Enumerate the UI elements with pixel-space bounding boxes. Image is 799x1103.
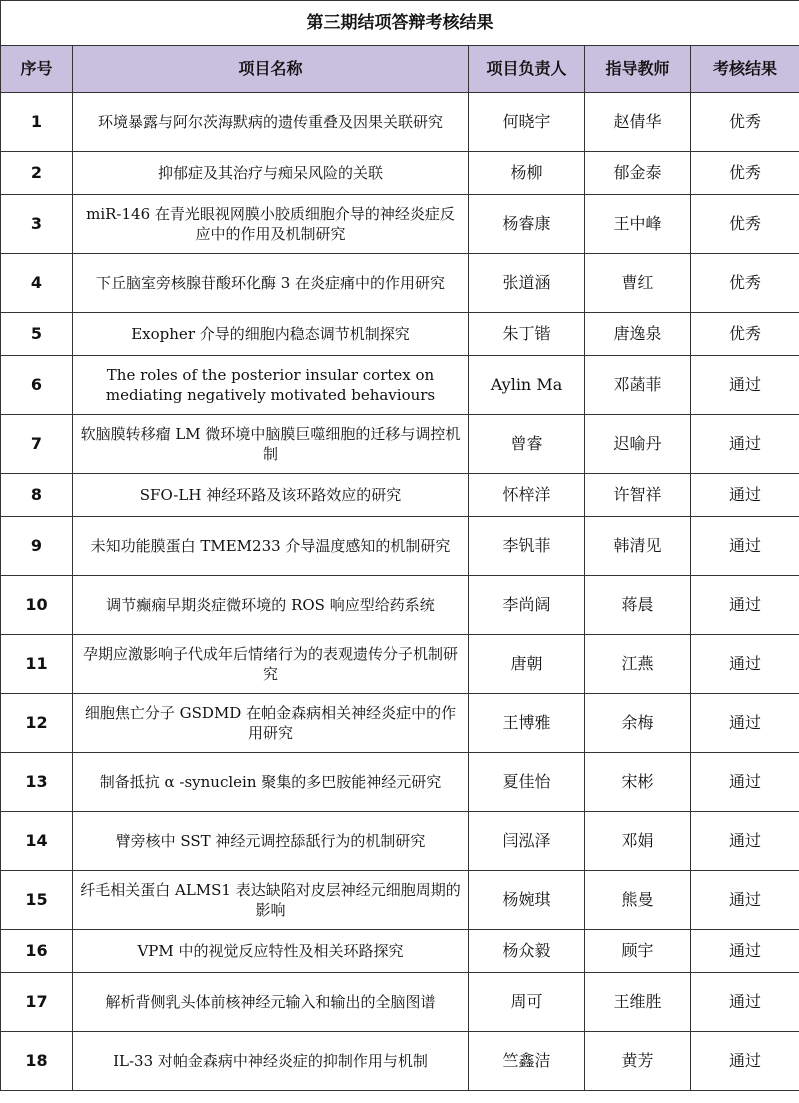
row-index: 10: [1, 576, 73, 635]
table-row: [1, 517, 799, 576]
assessment-result: 通过: [691, 1032, 799, 1091]
project-name: 环境暴露与阿尔茨海默病的遗传重叠及因果关联研究: [73, 93, 469, 152]
table-row: [1, 973, 799, 1032]
advisor-name: 郁金泰: [585, 152, 691, 195]
table-row: [1, 356, 799, 415]
row-index: 13: [1, 753, 73, 812]
project-leader: 杨众毅: [469, 930, 585, 973]
row-index: 7: [1, 415, 73, 474]
project-name: SFO-LH 神经环路及该环路效应的研究: [73, 474, 469, 517]
project-name: 纤毛相关蛋白 ALMS1 表达缺陷对皮层神经元细胞周期的影响: [73, 871, 469, 930]
header-index: 序号: [1, 46, 73, 93]
project-name: 制备抵抗 α -synuclein 聚集的多巴胺能神经元研究: [73, 753, 469, 812]
table-row: [1, 930, 799, 973]
assessment-result: 通过: [691, 474, 799, 517]
table-row: [1, 313, 799, 356]
project-name: 抑郁症及其治疗与痴呆风险的关联: [73, 152, 469, 195]
advisor-name: 江燕: [585, 635, 691, 694]
advisor-name: 顾宇: [585, 930, 691, 973]
advisor-name: 邓菡菲: [585, 356, 691, 415]
assessment-result: 优秀: [691, 254, 799, 313]
assessment-result: 优秀: [691, 313, 799, 356]
row-index: 1: [1, 93, 73, 152]
project-name: 未知功能膜蛋白 TMEM233 介导温度感知的机制研究: [73, 517, 469, 576]
advisor-name: 韩清见: [585, 517, 691, 576]
page-title: 第三期结项答辩考核结果: [1, 1, 799, 46]
table-row: [1, 415, 799, 474]
project-leader: 唐朝: [469, 635, 585, 694]
table-row: [1, 254, 799, 313]
advisor-name: 王维胜: [585, 973, 691, 1032]
assessment-result: 通过: [691, 930, 799, 973]
project-leader: 杨婉琪: [469, 871, 585, 930]
table-row: [1, 1032, 799, 1091]
project-leader: 杨柳: [469, 152, 585, 195]
project-name: 下丘脑室旁核腺苷酸环化酶 3 在炎症痛中的作用研究: [73, 254, 469, 313]
project-name: IL-33 对帕金森病中神经炎症的抑制作用与机制: [73, 1032, 469, 1091]
advisor-name: 宋彬: [585, 753, 691, 812]
advisor-name: 唐逸泉: [585, 313, 691, 356]
project-leader: 王博雅: [469, 694, 585, 753]
assessment-result: 优秀: [691, 152, 799, 195]
advisor-name: 熊曼: [585, 871, 691, 930]
project-leader: Aylin Ma: [469, 356, 585, 415]
project-name: VPM 中的视觉反应特性及相关环路探究: [73, 930, 469, 973]
row-index: 5: [1, 313, 73, 356]
advisor-name: 曹红: [585, 254, 691, 313]
project-leader: 李钒菲: [469, 517, 585, 576]
advisor-name: 王中峰: [585, 195, 691, 254]
advisor-name: 迟喻丹: [585, 415, 691, 474]
project-name: 细胞焦亡分子 GSDMD 在帕金森病相关神经炎症中的作用研究: [73, 694, 469, 753]
row-index: 14: [1, 812, 73, 871]
row-index: 17: [1, 973, 73, 1032]
assessment-result: 通过: [691, 871, 799, 930]
table-row: [1, 753, 799, 812]
project-name: 软脑膜转移瘤 LM 微环境中脑膜巨噬细胞的迁移与调控机制: [73, 415, 469, 474]
table-row: [1, 152, 799, 195]
project-name: 调节癫痫早期炎症微环境的 ROS 响应型给药系统: [73, 576, 469, 635]
assessment-result: 通过: [691, 812, 799, 871]
table-row: [1, 576, 799, 635]
header-result: 考核结果: [691, 46, 799, 93]
row-index: 18: [1, 1032, 73, 1091]
table-row: [1, 694, 799, 753]
table-row: [1, 195, 799, 254]
project-leader: 朱丁锴: [469, 313, 585, 356]
assessment-result: 通过: [691, 517, 799, 576]
project-name: 臂旁核中 SST 神经元调控舔舐行为的机制研究: [73, 812, 469, 871]
advisor-name: 余梅: [585, 694, 691, 753]
project-name: 孕期应激影响子代成年后情绪行为的表观遗传分子机制研究: [73, 635, 469, 694]
assessment-result: 优秀: [691, 93, 799, 152]
row-index: 2: [1, 152, 73, 195]
row-index: 15: [1, 871, 73, 930]
row-index: 16: [1, 930, 73, 973]
project-leader: 张道涵: [469, 254, 585, 313]
advisor-name: 蒋晨: [585, 576, 691, 635]
table-row: [1, 871, 799, 930]
assessment-result: 通过: [691, 635, 799, 694]
advisor-name: 邓娟: [585, 812, 691, 871]
row-index: 12: [1, 694, 73, 753]
assessment-result: 通过: [691, 694, 799, 753]
assessment-result: 通过: [691, 356, 799, 415]
assessment-result: 通过: [691, 973, 799, 1032]
project-name: The roles of the posterior insular cortex on mediating negatively motivated behaviours: [73, 356, 469, 415]
header-advisor: 指导教师: [585, 46, 691, 93]
table-row: [1, 635, 799, 694]
table-row: [1, 812, 799, 871]
row-index: 9: [1, 517, 73, 576]
project-name: miR-146 在青光眼视网膜小胶质细胞介导的神经炎症反应中的作用及机制研究: [73, 195, 469, 254]
project-name: 解析背侧乳头体前核神经元输入和输出的全脑图谱: [73, 973, 469, 1032]
row-index: 3: [1, 195, 73, 254]
project-leader: 周可: [469, 973, 585, 1032]
header-row: [1, 46, 799, 93]
project-leader: 夏佳怡: [469, 753, 585, 812]
advisor-name: 黄芳: [585, 1032, 691, 1091]
row-index: 11: [1, 635, 73, 694]
table-row: [1, 93, 799, 152]
project-leader: 何晓宇: [469, 93, 585, 152]
row-index: 8: [1, 474, 73, 517]
assessment-result: 通过: [691, 576, 799, 635]
project-leader: 竺鑫洁: [469, 1032, 585, 1091]
header-project-name: 项目名称: [73, 46, 469, 93]
header-leader: 项目负责人: [469, 46, 585, 93]
table-row: [1, 474, 799, 517]
project-leader: 李尚阔: [469, 576, 585, 635]
advisor-name: 许智祥: [585, 474, 691, 517]
assessment-result: 通过: [691, 753, 799, 812]
advisor-name: 赵倩华: [585, 93, 691, 152]
project-leader: 杨睿康: [469, 195, 585, 254]
project-leader: 曾睿: [469, 415, 585, 474]
project-leader: 闫泓泽: [469, 812, 585, 871]
project-leader: 怀梓洋: [469, 474, 585, 517]
project-name: Exopher 介导的细胞内稳态调节机制探究: [73, 313, 469, 356]
assessment-result: 通过: [691, 415, 799, 474]
row-index: 6: [1, 356, 73, 415]
row-index: 4: [1, 254, 73, 313]
assessment-result: 优秀: [691, 195, 799, 254]
